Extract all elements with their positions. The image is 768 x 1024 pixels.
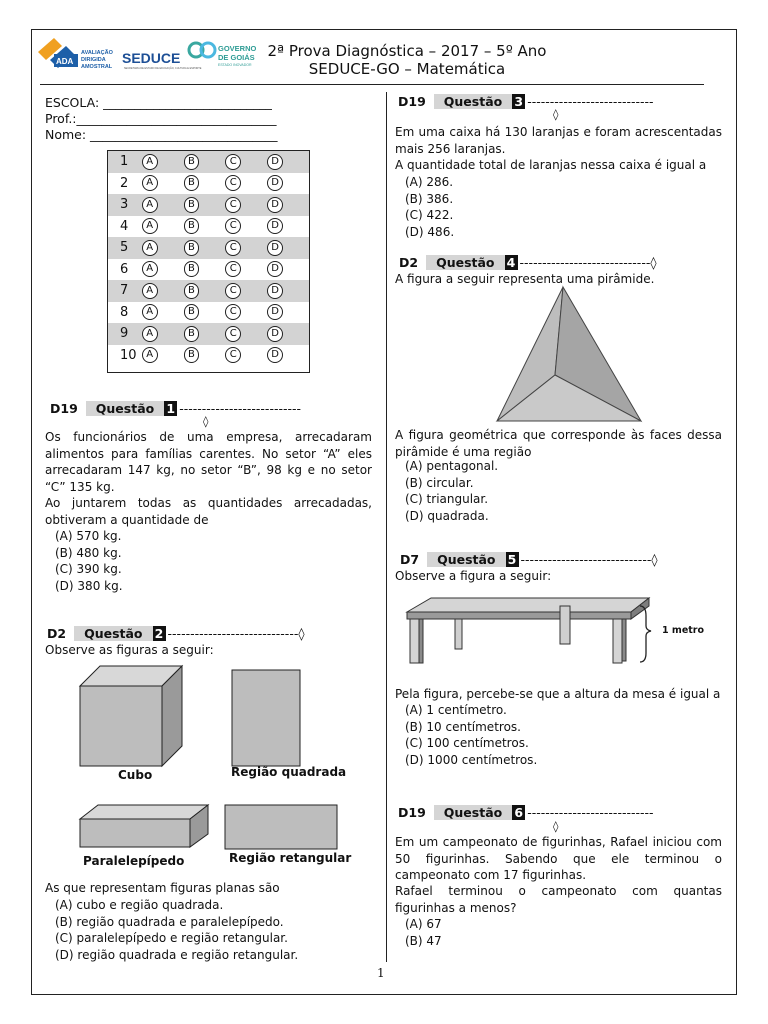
- answer-row-number: 6: [120, 261, 129, 277]
- option-b[interactable]: (B) 480 kg.: [55, 545, 122, 560]
- option-a[interactable]: (A) 570 kg.: [55, 529, 122, 543]
- answer-row: [108, 280, 309, 302]
- answer-row: [108, 194, 309, 216]
- answer-bubble-d[interactable]: D: [267, 283, 283, 299]
- option-b[interactable]: (B) 10 centímetros.: [405, 719, 521, 734]
- dash-line: -----------------------------: [520, 552, 652, 567]
- option-b[interactable]: (B) 386.: [405, 191, 454, 206]
- goias-text-1: GOVERNO: [218, 44, 257, 53]
- question-number: 2: [153, 626, 166, 641]
- question-number: 6: [512, 805, 525, 820]
- label-cubo: Cubo: [118, 768, 153, 782]
- answer-bubble-c[interactable]: C: [225, 197, 241, 213]
- option-a[interactable]: (A) 67: [405, 917, 442, 931]
- question-2-prompt: As que representam figuras planas são: [45, 881, 280, 895]
- answer-bubble-a[interactable]: A: [142, 154, 158, 170]
- rectangular-region-figure: [225, 805, 337, 849]
- answer-bubble-a[interactable]: A: [142, 326, 158, 342]
- answer-row: [108, 237, 309, 259]
- diamond-icon: ◊: [651, 552, 658, 567]
- answer-row: [108, 259, 309, 281]
- answer-bubble-b[interactable]: B: [184, 283, 200, 299]
- question-number: 1: [164, 401, 177, 416]
- answer-row: [108, 173, 309, 195]
- option-d[interactable]: (D) 380 kg.: [55, 578, 123, 593]
- question-2-text: Observe as figuras a seguir:: [45, 643, 214, 657]
- label-paralelepipedo: Paralelepípedo: [83, 854, 185, 868]
- header-logos: [36, 34, 266, 76]
- answer-bubble-b[interactable]: B: [184, 347, 200, 363]
- ada-text-3: AMOSTRAL: [81, 64, 113, 70]
- question-5-header: [400, 552, 658, 567]
- descriptor-code: D19: [398, 94, 426, 109]
- option-a[interactable]: (A) cubo e região quadrada.: [55, 898, 224, 912]
- question-5-options: [395, 702, 537, 768]
- seduce-text: SEDUCE: [122, 50, 181, 66]
- answer-bubble-d[interactable]: D: [267, 326, 283, 342]
- option-b[interactable]: (B) 47: [405, 933, 442, 948]
- descriptor-code: D2: [399, 255, 419, 270]
- parallelepiped-figure: [80, 805, 208, 847]
- question-tag: Questão: [74, 626, 152, 641]
- answer-row: [108, 323, 309, 345]
- option-b[interactable]: (B) região quadrada e paralelepípedo.: [55, 914, 284, 929]
- descriptor-code: D19: [50, 401, 78, 416]
- question-number: 3: [512, 94, 525, 109]
- diamond-icon: ◊: [650, 255, 657, 270]
- question-1-prompt: Ao juntarem todas as quantidades arrecadadas, obtiveram a quantidade de: [45, 496, 372, 527]
- answer-bubble-a[interactable]: A: [142, 218, 158, 234]
- escola-field[interactable]: ESCOLA: ___________________________: [45, 95, 272, 110]
- dash-line: ----------------------------: [527, 805, 654, 820]
- option-d[interactable]: (D) região quadrada e região retangular.: [55, 947, 299, 962]
- question-4-prompt: A figura geométrica que corresponde às faces dessa pirâmide é uma região: [395, 428, 722, 459]
- option-b[interactable]: (B) circular.: [405, 475, 474, 490]
- answer-row-number: 9: [120, 326, 129, 342]
- answer-bubble-a[interactable]: A: [142, 261, 158, 277]
- question-4-text: A figura a seguir representa uma pirâmide.: [395, 272, 655, 286]
- exam-title: [252, 42, 562, 78]
- dash-line: -----------------------------: [167, 626, 299, 641]
- answer-bubble-b[interactable]: B: [184, 326, 200, 342]
- question-2-options: [45, 897, 298, 963]
- answer-bubble-a[interactable]: A: [142, 175, 158, 191]
- answer-row: [108, 302, 309, 324]
- answer-bubble-d[interactable]: D: [267, 218, 283, 234]
- answer-bubble-b[interactable]: B: [184, 175, 200, 191]
- answer-bubble-d[interactable]: D: [267, 175, 283, 191]
- answer-bubble-c[interactable]: C: [225, 240, 241, 256]
- option-c[interactable]: (C) paralelepípedo e região retangular.: [55, 931, 288, 945]
- answer-bubble-b[interactable]: B: [184, 197, 200, 213]
- option-a[interactable]: (A) pentagonal.: [405, 459, 499, 473]
- goias-text-2: DE GOIÁS: [218, 53, 255, 62]
- question-6-prompt: Rafael terminou o campeonato com quantas figurinhas a menos?: [395, 884, 722, 915]
- question-number: 4: [505, 255, 518, 270]
- answer-bubble-d[interactable]: D: [267, 197, 283, 213]
- ada-text-1: AVALIAÇÃO: [81, 50, 113, 56]
- answer-row-number: 2: [120, 175, 129, 191]
- question-1-text: Os funcionários de uma empresa, arrecadaram alimentos para famílias carentes. No setor “A” eles arrecadaram 147 kg, no setor “B”, 98 kg e no setor “C” 135 kg.: [45, 430, 372, 494]
- question-6-options: [395, 916, 442, 949]
- dash-line: ---------------------------: [179, 401, 302, 416]
- answer-bubble-a[interactable]: A: [142, 240, 158, 256]
- answer-bubble-a[interactable]: A: [142, 304, 158, 320]
- cube-figure: [80, 666, 182, 766]
- title-line-2: SEDUCE-GO – Matemática: [308, 60, 506, 78]
- answer-bubble-c[interactable]: C: [225, 175, 241, 191]
- answer-bubble-b[interactable]: B: [184, 304, 200, 320]
- answer-row-number: 5: [120, 240, 129, 256]
- question-2-header: [47, 626, 305, 641]
- question-tag: Questão: [86, 401, 164, 416]
- ada-logo: [38, 38, 114, 70]
- nome-field[interactable]: Nome: ______________________________: [45, 127, 278, 142]
- question-1-header: [50, 401, 301, 416]
- answer-row: [108, 151, 309, 173]
- question-5-prompt: Pela figura, percebe-se que a altura da mesa é igual a: [395, 687, 721, 701]
- question-3-options: [395, 174, 454, 240]
- diamond-icon: ◊: [298, 626, 305, 641]
- descriptor-code: D19: [398, 805, 426, 820]
- answer-bubble-a[interactable]: A: [142, 347, 158, 363]
- answer-row-number: 1: [120, 154, 129, 170]
- option-c[interactable]: (C) triangular.: [405, 492, 489, 506]
- answer-bubble-b[interactable]: B: [184, 218, 200, 234]
- pyramid-figure: [495, 285, 645, 425]
- answer-row-number: 8: [120, 304, 129, 320]
- answer-bubble-d[interactable]: D: [267, 304, 283, 320]
- option-d[interactable]: (D) 1000 centímetros.: [405, 752, 538, 767]
- question-tag: Questão: [427, 552, 505, 567]
- answer-bubble-d[interactable]: D: [267, 154, 283, 170]
- question-3-prompt: A quantidade total de laranjas nessa caixa é igual a: [395, 158, 707, 172]
- square-region-figure: [232, 670, 300, 766]
- column-divider: [386, 92, 387, 962]
- answer-bubble-a[interactable]: A: [142, 197, 158, 213]
- option-c[interactable]: (C) 100 centímetros.: [405, 736, 529, 750]
- answer-bubble-c[interactable]: C: [225, 347, 241, 363]
- question-number: 5: [506, 552, 519, 567]
- answer-row-number: 3: [120, 197, 129, 213]
- answer-bubble-c[interactable]: C: [225, 154, 241, 170]
- answer-bubble-c[interactable]: C: [225, 261, 241, 277]
- question-3-header: [398, 94, 654, 109]
- question-3-text: Em uma caixa há 130 laranjas e foram acrescentadas mais 256 laranjas.: [395, 125, 722, 156]
- question-4-header: [399, 255, 657, 270]
- descriptor-code: D2: [47, 626, 67, 641]
- answer-row: [108, 216, 309, 238]
- title-line-1: 2ª Prova Diagnóstica – 2017 – 5º Ano: [267, 42, 547, 60]
- ada-text-2: DIRIGIDA: [81, 57, 106, 63]
- dash-line: ----------------------------: [527, 94, 654, 109]
- label-1-metro: 1 metro: [662, 625, 705, 636]
- option-d[interactable]: (D) 486.: [405, 224, 455, 239]
- goias-text-3: ESTADO INOVADOR: [218, 63, 252, 67]
- answer-bubble-d[interactable]: D: [267, 347, 283, 363]
- question-6-text: Em um campeonato de figurinhas, Rafael iniciou com 50 figurinhas. Sabendo que ele terminou o campeonato com 17 figurinhas.: [395, 835, 722, 882]
- answer-bubble-d[interactable]: D: [267, 240, 283, 256]
- label-regiao-quadrada: Região quadrada: [231, 765, 347, 779]
- goias-logo: [189, 43, 257, 67]
- diamond-icon: ◊: [553, 108, 559, 121]
- option-c[interactable]: (C) 422.: [405, 208, 454, 222]
- page-number: 1: [377, 966, 385, 980]
- option-a[interactable]: (A) 286.: [405, 175, 454, 189]
- answer-sheet: [107, 150, 310, 373]
- diamond-icon: ◊: [553, 820, 559, 833]
- answer-bubble-c[interactable]: C: [225, 326, 241, 342]
- answer-bubble-b[interactable]: B: [184, 154, 200, 170]
- answer-row: [108, 345, 309, 367]
- question-1-options: [45, 528, 123, 594]
- answer-bubble-c[interactable]: C: [225, 283, 241, 299]
- answer-bubble-b[interactable]: B: [184, 240, 200, 256]
- school-info: [45, 95, 315, 143]
- header-divider: [40, 84, 704, 85]
- question-tag: Questão: [434, 94, 512, 109]
- answer-bubble-c[interactable]: C: [225, 218, 241, 234]
- answer-bubble-d[interactable]: D: [267, 261, 283, 277]
- option-d[interactable]: (D) quadrada.: [405, 508, 489, 523]
- question-tag: Questão: [434, 805, 512, 820]
- question-tag: Questão: [426, 255, 504, 270]
- diamond-icon: ◊: [203, 415, 209, 428]
- prof-field[interactable]: Prof.:________________________________: [45, 111, 277, 126]
- seduce-subtext: SECRETARIA DE ESTADO DE EDUCAÇÃO, CULTURA E ESPORTE: [124, 67, 202, 70]
- answer-bubble-b[interactable]: B: [184, 261, 200, 277]
- answer-bubble-a[interactable]: A: [142, 283, 158, 299]
- question-5-text: Observe a figura a seguir:: [395, 569, 552, 583]
- answer-bubble-c[interactable]: C: [225, 304, 241, 320]
- option-a[interactable]: (A) 1 centímetro.: [405, 703, 507, 717]
- question-4-options: [395, 458, 498, 524]
- option-c[interactable]: (C) 390 kg.: [55, 562, 122, 576]
- answer-row-number: 7: [120, 283, 129, 299]
- ada-badge: ADA: [56, 57, 74, 66]
- dash-line: -----------------------------: [519, 255, 651, 270]
- question-6-header: [398, 805, 654, 820]
- answer-row-number: 10: [120, 347, 137, 363]
- label-regiao-retangular: Região retangular: [229, 851, 352, 865]
- answer-row-number: 4: [120, 218, 129, 234]
- descriptor-code: D7: [400, 552, 420, 567]
